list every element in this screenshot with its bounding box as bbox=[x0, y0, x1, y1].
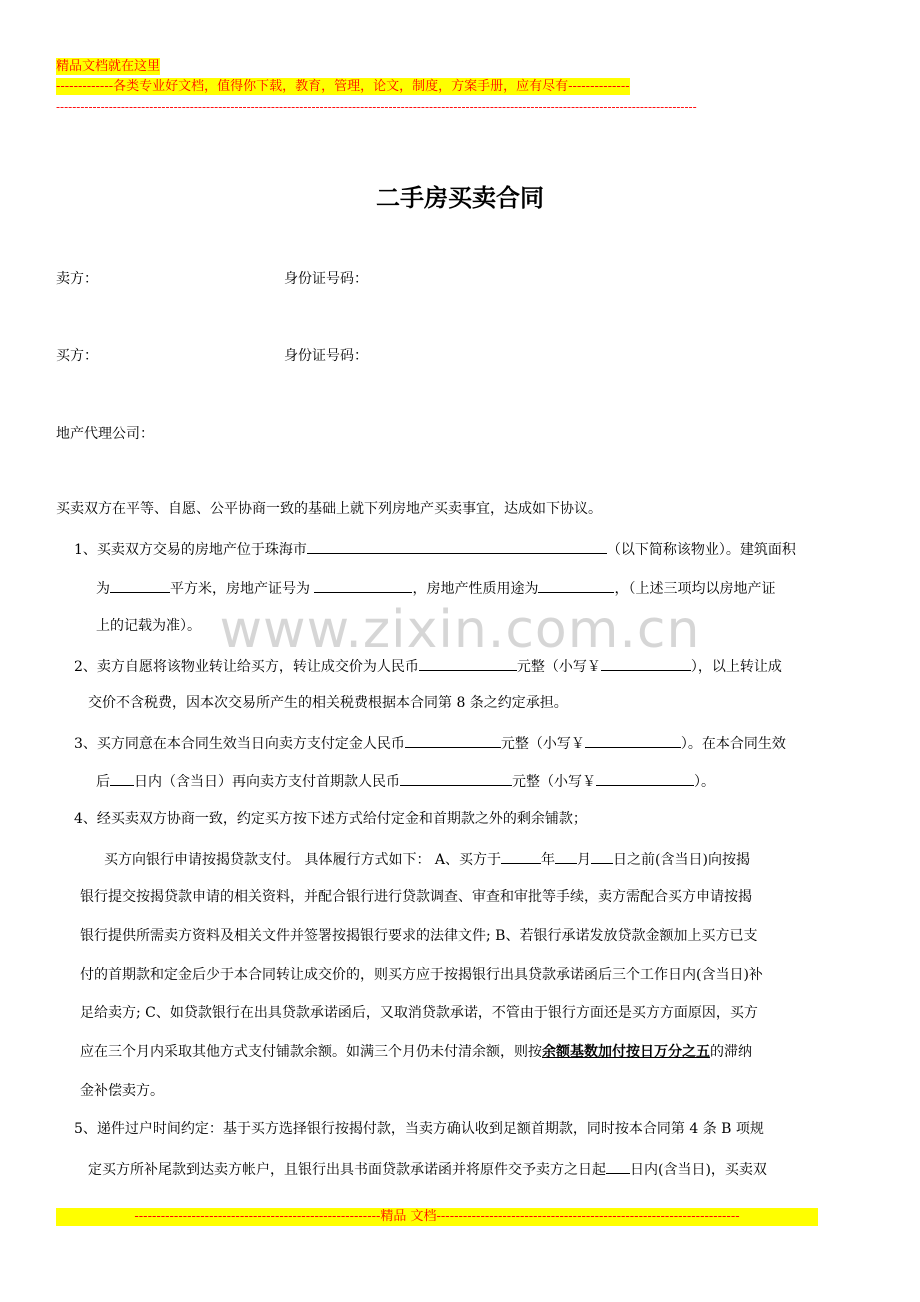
blank-day bbox=[591, 847, 613, 864]
blank-transfer-days bbox=[606, 1157, 630, 1174]
clause-1-line-2: 为 平方米，房地产证号为 ，房地产性质用途为 ，（上述三项均以房地产证 bbox=[96, 576, 775, 598]
clause-3-line-1: 3、买方同意在本合同生效当日向卖方支付定金人民币 元整（小写￥ ）。在本合同生效 bbox=[74, 731, 786, 753]
clause-4-line-6: 足给卖方; C、如贷款银行在出具贷款承诺函后，又取消贷款承诺，不管由于银行方面还是买方方面原因，买方 bbox=[80, 1005, 758, 1021]
header-promo: -------------各类专业好文档，值得你下载，教育，管理，论文，制度，方案手册，应有尽有-------------- bbox=[56, 79, 630, 94]
footer-banner: --------------------------------------------------------精品 文档--------------------------------------------------------------------- bbox=[56, 1208, 818, 1226]
clause-3-line-2: 后 日内（含当日）再向卖方支付首期款人民币 元整（小写￥ ）。 bbox=[96, 769, 715, 791]
clause-5-line-1: 5、递件过户时间约定：基于买方选择银行按揭付款，当卖方确认收到足额首期款，同时按本合同第 4 条 B 项规 bbox=[74, 1121, 764, 1137]
clause-4-line-7: 应在三个月内采取其他方式支付铺款余额。如满三个月仍未付清余额，则按余额基数加付按日万分之五的滞纳 bbox=[80, 1044, 752, 1060]
clause-5-line-2: 定买方所补尾款到达卖方帐户，且银行出具书面贷款承诺函并将原件交予卖方之日起 日内(含当日)，买卖双 bbox=[88, 1157, 767, 1179]
clause-1-line-1: 1、买卖双方交易的房地产位于珠海市 （以下简称该物业）。建筑面积 bbox=[74, 537, 796, 559]
intro-paragraph: 买卖双方在平等、自愿、公平协商一致的基础上就下列房地产买卖事宜，达成如下协议。 bbox=[56, 501, 602, 517]
seller-id-label: 身份证号码： bbox=[284, 271, 368, 287]
clause-4-line-5: 付的首期款和定金后少于本合同转让成交价的，则买方应于按揭银行出具贷款承诺函后三个工作日内(含当日)补 bbox=[80, 967, 763, 983]
seller-label: 卖方： bbox=[56, 271, 98, 287]
footer-label: 精品 文档 bbox=[380, 1209, 437, 1224]
buyer-id-label: 身份证号码： bbox=[284, 348, 368, 364]
clause-4-line-3: 银行提交按揭贷款申请的相关资料，并配合银行进行贷款调查、审查和审批等手续，卖方需配合买方申请按揭 bbox=[80, 889, 752, 905]
blank-area bbox=[110, 576, 170, 593]
blank-month bbox=[555, 847, 577, 864]
blank-price-figure bbox=[601, 654, 691, 671]
clause-1-line-3: 上的记载为准）。 bbox=[96, 618, 201, 634]
clause-4-line-8: 金补偿卖方。 bbox=[80, 1083, 164, 1099]
header-dash-line: -------------------------------------------------------------------------------------------------------------------------------------------------------------- bbox=[56, 100, 697, 114]
late-fee-emphasis: 余额基数加付按日万分之五 bbox=[542, 1044, 710, 1060]
blank-price bbox=[419, 654, 517, 671]
blank-usage bbox=[538, 576, 614, 593]
blank-deposit-figure bbox=[585, 731, 681, 748]
clause-4-line-1: 4、经买卖双方协商一致，约定买方按下述方式给付定金和首期款之外的剩余铺款； bbox=[74, 811, 587, 827]
blank-location bbox=[307, 537, 607, 554]
blank-days bbox=[110, 769, 134, 786]
header-title: 精品文档就在这里 bbox=[56, 59, 161, 74]
document-title: 二手房买卖合同 bbox=[376, 183, 544, 212]
blank-certificate-no bbox=[314, 576, 412, 593]
watermark: www.zixin.com.cn bbox=[219, 600, 701, 660]
clause-2-line-1: 2、卖方自愿将该物业转让给买方，转让成交价为人民币 元整（小写￥ ），以上转让成 bbox=[74, 654, 782, 676]
blank-down-payment bbox=[400, 769, 512, 786]
buyer-label: 买方： bbox=[56, 348, 98, 364]
blank-deposit bbox=[405, 731, 501, 748]
clause-4-line-4: 银行提供所需卖方资料及相关文件并签署按揭银行要求的法律文件; B、若银行承诺发放贷款金额加上买方已支 bbox=[80, 928, 758, 944]
clause-4-line-2: 买方向银行申请按揭贷款支付。 具体履行方式如下： A、买方于 年 月 日之前(含当日)向按揭 bbox=[104, 847, 750, 869]
blank-down-payment-figure bbox=[596, 769, 694, 786]
agency-label: 地产代理公司： bbox=[56, 426, 154, 442]
blank-year bbox=[501, 847, 541, 864]
clause-2-line-2: 交价不含税费，因本次交易所产生的相关税费根据本合同第 8 条之约定承担。 bbox=[88, 695, 568, 711]
